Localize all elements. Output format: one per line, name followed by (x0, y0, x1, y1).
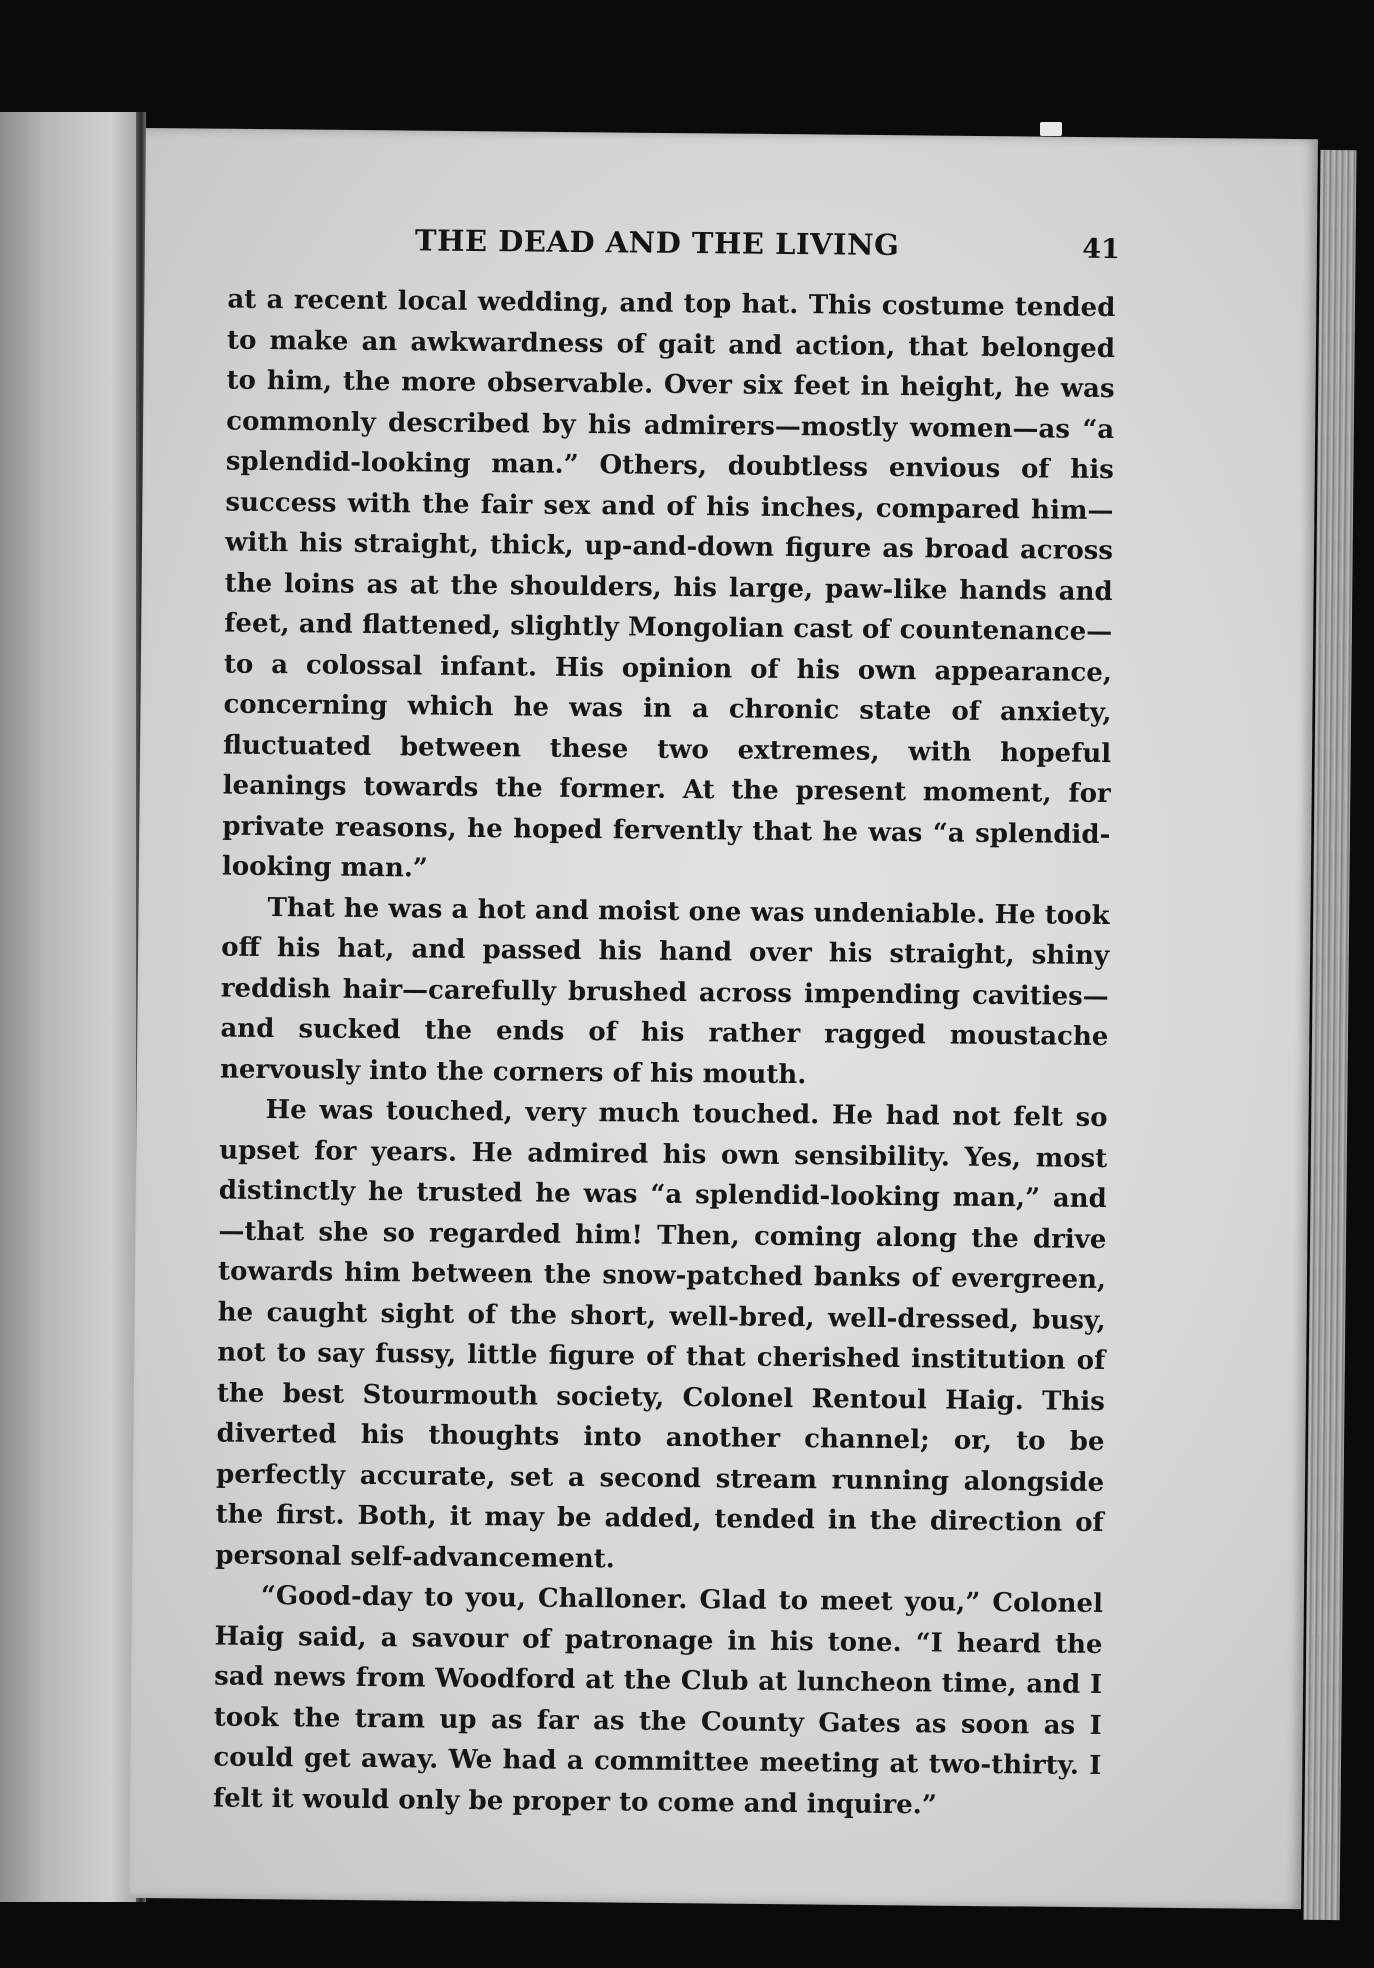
paragraph: “Good-day to you, Challoner. Glad to meet you,” Colonel Haig said, a savour of patronage in his tone. “I heard the sad news from Woodford at the Club at luncheon time, and I took the tram up as far as the County Gates as soon as I could get away. We had a committee meeting at two-thirty. I felt it would only be proper to come and inquire.” (212, 1580, 1104, 1820)
paragraph: That he was a hot and moist one was undeniable. He took off his hat, and passed his hand over his straight, shiny reddish hair—carefully brushed across impending cavities—and sucked the ends of his rather ragged moustache nervously into the corners of his mouth. (219, 892, 1110, 1090)
running-title: THE DEAD AND THE LIVING (414, 223, 900, 263)
paragraph: at a recent local wedding, and top hat. This costume tended to make an awkwardness of gait and action, that belonged to him, the more observable. Over six feet in height, he was commonly described by his admirers—mostly women—as “a splendid-looking man.” Others, doubtless envious of his success with the fair sex and of his inches, compared him—with his straight, thick, up-and-down figure as broad across the loins as at the shoulders, his large, paw-like hands and feet, and flattened, slightly Mongolian cast of countenance—to a colossal infant. His opinion of his own appearance, concerning which he was in a chronic state of anxiety, fluctuated between these two extremes, with hopeful leanings towards the former. At the present moment, for private reasons, he hoped fervently that he was “a splendid-looking man.” (221, 284, 1116, 884)
paragraph: He was touched, very much touched. He had not felt so upset for years. He admired his own sensibility. Yes, most distinctly he trusted he was “a splendid-looking man,” and —that she so regarded him! Then, coming along the drive towards him between the snow-patched banks of evergreen, he caught sight of the short, well-bred, well-dressed, busy, not to say fussy, little figure of that cherished institution of the best Stourmouth society, Colonel Rentoul Haig. This diverted his thoughts into another channel; or, to be perfectly accurate, set a second stream running alongside the first. Both, it may be added, tended in the direction of personal self-advancement. (215, 1094, 1108, 1574)
running-head (240, 222, 1120, 270)
page-number: 41 (1082, 233, 1121, 266)
body-text (213, 280, 1116, 1827)
